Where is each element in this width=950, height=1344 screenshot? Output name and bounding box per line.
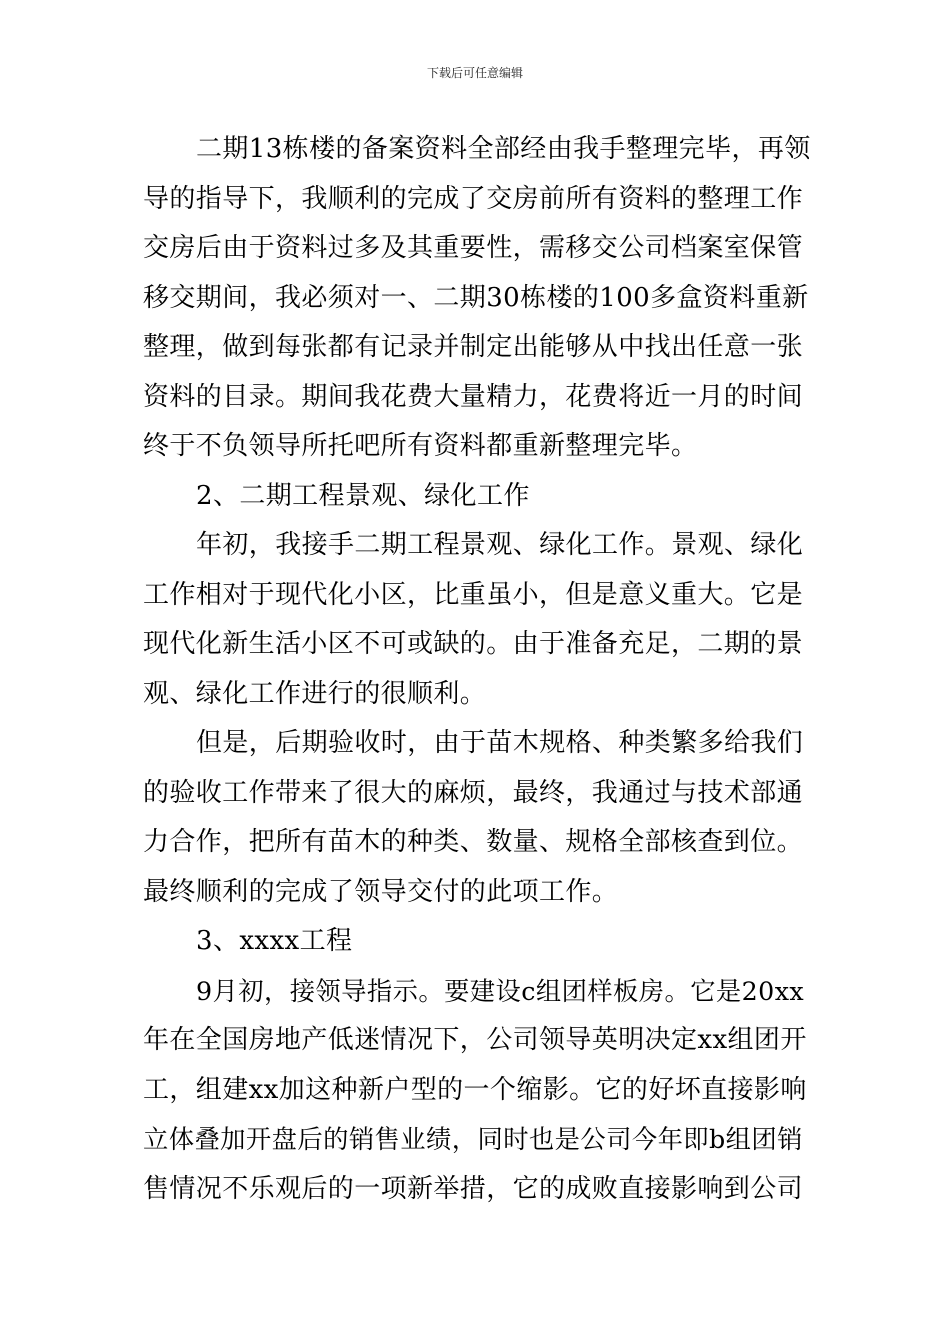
text-line: 移交期间，我必须对一、二期30栋楼的100多盒资料重新 [143, 282, 809, 313]
text-line: 力合作，把所有苗木的种类、数量、规格全部核查到位。 [143, 827, 804, 857]
text-line: 年初，我接手二期工程景观、绿化工作。景观、绿化 [196, 530, 804, 560]
text-line: 立体叠加开盘后的销售业绩，同时也是公司今年即b组团销 [143, 1124, 803, 1154]
text-line: 观、绿化工作进行的很顺利。 [143, 678, 487, 709]
text-line: 资料的目录。期间我花费大量精力，花费将近一月的时间 [143, 381, 804, 412]
text-line: 售情况不乐观后的一项新举措，它的成败直接影响到公司 [143, 1173, 804, 1204]
page-header: 下载后可任意编辑 [426, 66, 523, 80]
text-line: 终于不负领导所托吧所有资料都重新整理完毕。 [143, 431, 698, 461]
text-line: 年在全国房地产低迷情况下，公司领导英明决定xx组团开 [143, 1025, 807, 1055]
document-body [143, 125, 813, 1214]
text-line: 最终顺利的完成了领导交付的此项工作。 [143, 876, 619, 907]
text-line: 的验收工作带来了很大的麻烦，最终，我通过与技术部通 [143, 777, 804, 808]
text-line: 工，组建xx加这种新户型的一个缩影。它的好坏直接影响 [143, 1074, 807, 1105]
text-line: 整理，做到每张都有记录并制定出能够从中找出任意一张 [143, 332, 804, 362]
text-line: 导的指导下，我顺利的完成了交房前所有资料的整理工作 [143, 183, 804, 214]
text-line: 交房后由于资料过多及其重要性，需移交公司档案室保管 [143, 233, 804, 263]
section-heading: 2、二期工程景观、绿化工作 [196, 480, 530, 511]
section-heading: 3、xxxx工程 [196, 926, 353, 956]
text-line: 9月初，接领导指示。要建设c组团样板房。它是20xx [196, 975, 805, 1006]
text-line: 但是，后期验收时，由于苗木规格、种类繁多给我们 [196, 728, 804, 758]
text-line: 二期13栋楼的备案资料全部经由我手整理完毕，再领 [196, 134, 811, 164]
text-line: 工作相对于现代化小区，比重虽小，但是意义重大。它是 [143, 579, 804, 610]
text-line: 现代化新生活小区不可或缺的。由于准备充足，二期的景 [143, 629, 804, 659]
